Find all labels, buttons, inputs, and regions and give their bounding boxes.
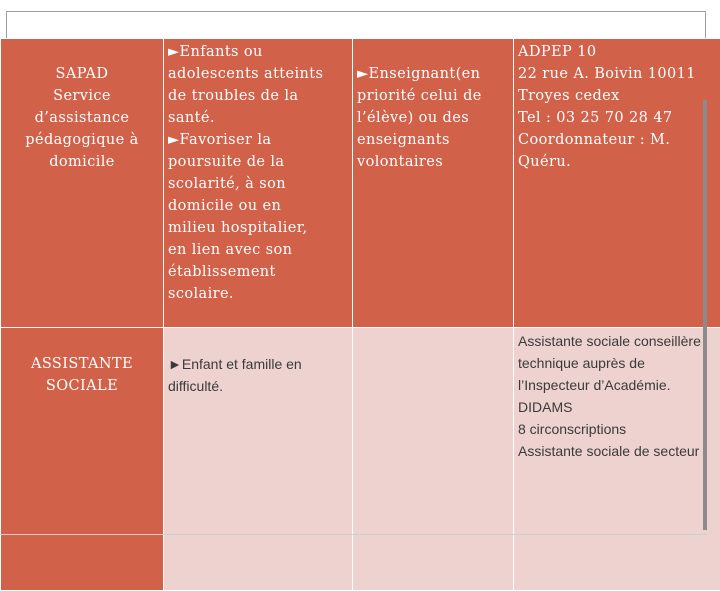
contact-line: 22 rue A. Boivin 10011 — [518, 63, 720, 85]
public-line: adolescents atteints — [168, 63, 348, 85]
services-table-wrapper — [0, 38, 702, 535]
public-cell — [164, 39, 353, 328]
contact-line: Assistante sociale conseillère — [518, 330, 720, 352]
row-label-line: pédagogique à — [5, 129, 159, 151]
public-line: ►Favoriser la — [168, 129, 348, 151]
intervenant-line: enseignants — [357, 129, 509, 151]
row-label-line: domicile — [5, 151, 159, 173]
contact-line: ADPEP 10 — [518, 41, 720, 63]
contact-line: Tel : 03 25 70 28 47 — [518, 107, 720, 129]
intervenant-line: ►Enseignant(en — [357, 63, 509, 85]
row-label-cell — [1, 39, 164, 328]
contact-line: Assistante sociale de secteur — [518, 440, 720, 462]
intervenant-cell-empty — [353, 328, 514, 591]
row-label-line: d’assistance — [5, 107, 159, 129]
public-line: établissement — [168, 261, 348, 283]
intervenant-cell — [353, 39, 514, 328]
public-line: scolaire. — [168, 283, 348, 305]
row-label-line: SAPAD — [5, 63, 159, 85]
public-line: milieu hospitalier, — [168, 217, 348, 239]
public-line: santé. — [168, 107, 348, 129]
contact-line: DIDAMS — [518, 396, 720, 418]
intervenant-line: volontaires — [357, 151, 509, 173]
contact-line: Quéru. — [518, 151, 720, 173]
row-label-line: Service — [5, 85, 159, 107]
public-line: difficulté. — [168, 375, 348, 397]
intervenant-line: l’élève) ou des — [357, 107, 509, 129]
contact-line: l’Inspecteur d’Académie. — [518, 374, 720, 396]
contact-line: Coordonnateur : M. — [518, 129, 720, 151]
contact-cell — [514, 328, 720, 591]
row-label-cell — [1, 328, 164, 591]
bottom-divider — [0, 534, 707, 535]
row-label-line: SOCIALE — [5, 375, 159, 397]
public-line: domicile ou en — [168, 195, 348, 217]
contact-line: 8 circonscriptions — [518, 418, 720, 440]
public-line: en lien avec son — [168, 239, 348, 261]
services-table — [0, 38, 720, 591]
public-cell — [164, 328, 353, 591]
public-line: scolarité, à son — [168, 173, 348, 195]
public-line: ►Enfant et famille en — [168, 353, 348, 375]
row-label-line: ASSISTANTE — [5, 353, 159, 375]
public-line: ►Enfants ou — [168, 41, 348, 63]
right-edge-bar — [703, 100, 707, 530]
table-row-assistante-sociale — [1, 328, 720, 591]
contact-line: technique auprès de — [518, 352, 720, 374]
intervenant-line: priorité celui de — [357, 85, 509, 107]
contact-cell — [514, 39, 720, 328]
table-row-sapad — [1, 39, 720, 328]
contact-line: Troyes cedex — [518, 85, 720, 107]
public-line: poursuite de la — [168, 151, 348, 173]
public-line: de troubles de la — [168, 85, 348, 107]
